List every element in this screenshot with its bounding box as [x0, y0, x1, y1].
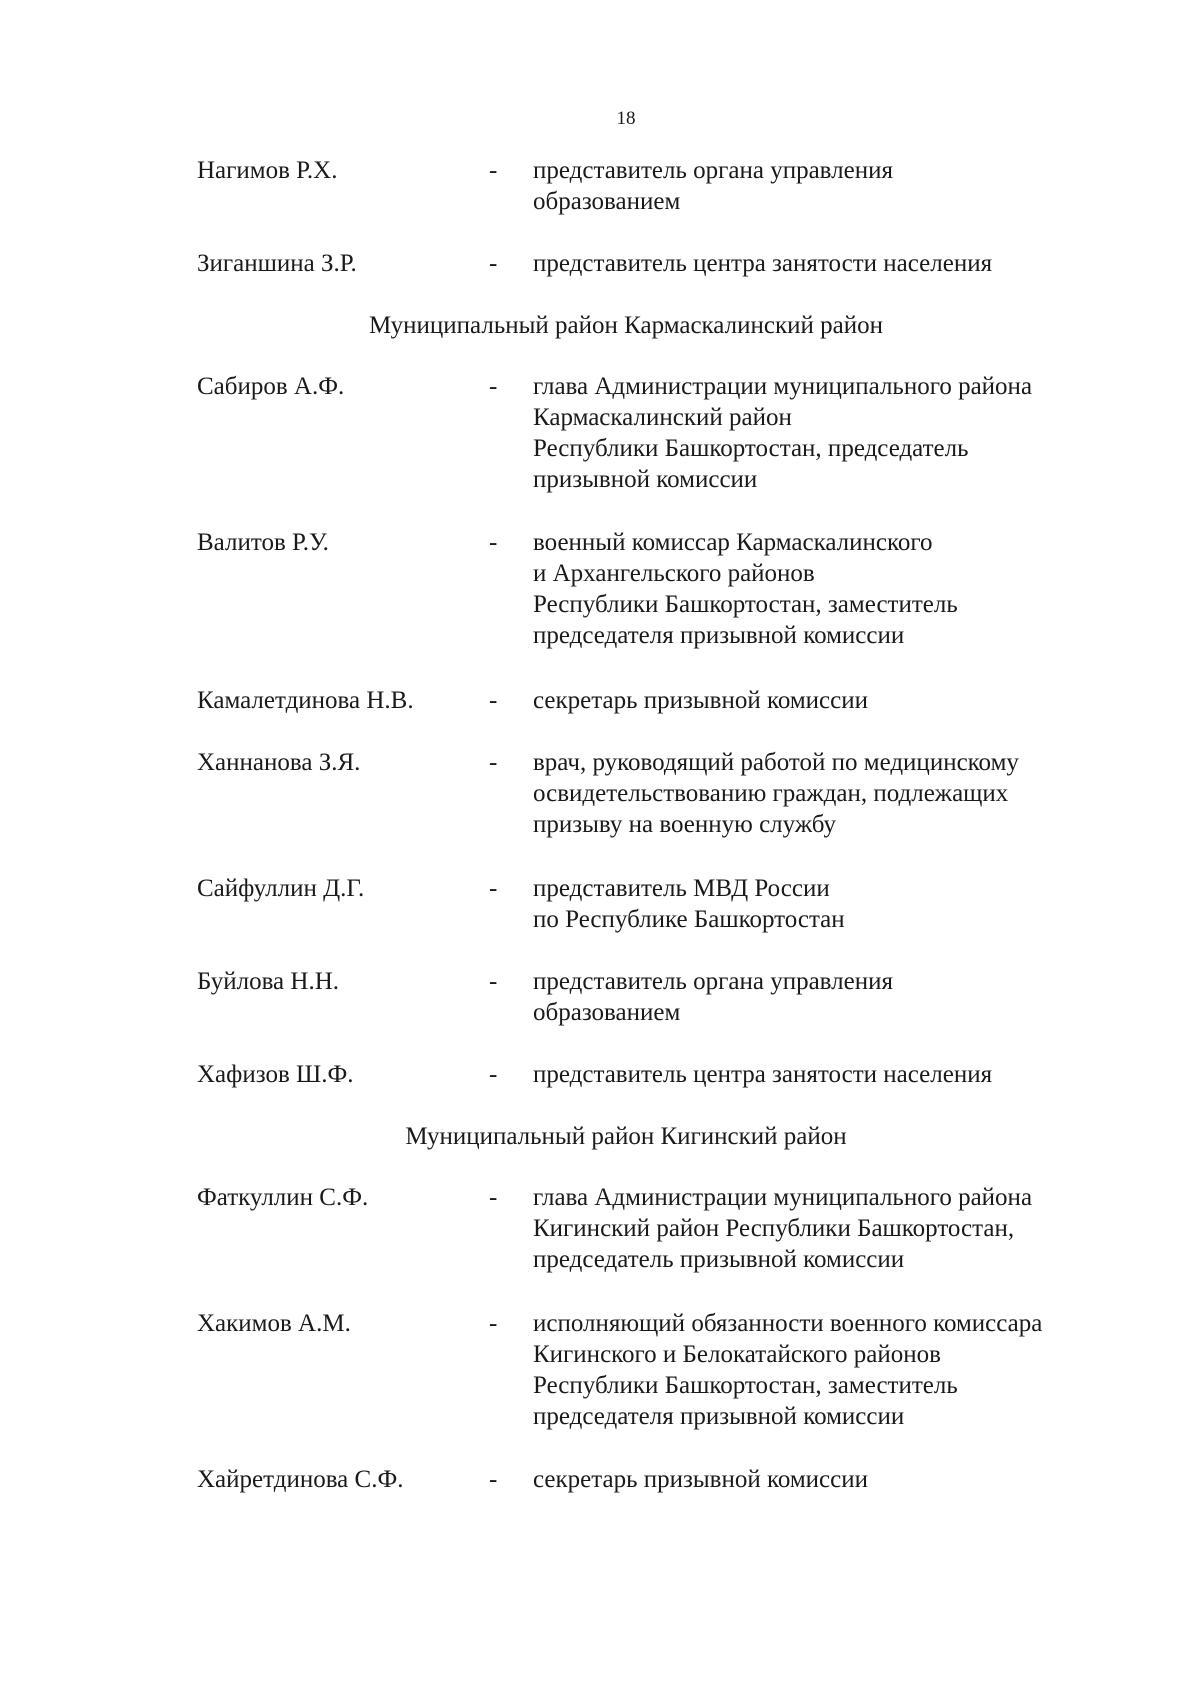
member-role: представитель МВД России по Республике Башкортостан [533, 875, 845, 933]
member-role: представитель органа управления образованием [533, 968, 893, 1026]
member-name: Зиганшина З.Р. [197, 250, 357, 277]
member-name: Фаткуллин С.Ф. [197, 1184, 369, 1211]
member-name: Буйлова Н.Н. [197, 968, 340, 995]
separator-dash: - [489, 875, 498, 902]
member-role: военный комиссар Кармаскалинского и Архангельского районов Республики Башкортостан, заместитель председателя призывной комиссии [533, 529, 958, 649]
member-role: секретарь призывной комиссии [533, 687, 869, 714]
member-name: Сабиров А.Ф. [197, 373, 345, 400]
separator-dash: - [489, 687, 498, 714]
member-name: Ханнанова З.Я. [197, 749, 361, 776]
separator-dash: - [489, 1466, 498, 1493]
member-name: Камалетдинова Н.В. [197, 687, 414, 714]
separator-dash: - [489, 1184, 498, 1211]
separator-dash: - [489, 529, 498, 556]
member-name: Сайфуллин Д.Г. [197, 875, 365, 902]
separator-dash: - [489, 157, 498, 184]
separator-dash: - [489, 968, 498, 995]
member-role: представитель центра занятости населения [533, 1061, 993, 1088]
member-role: глава Администрации муниципального района Кигинский район Республики Башкортостан, председатель призывной комиссии [533, 1184, 1033, 1273]
separator-dash: - [489, 749, 498, 776]
section-heading: Муниципальный район Кигинский район [405, 1123, 847, 1150]
separator-dash: - [489, 250, 498, 277]
member-role: глава Администрации муниципального района Кармаскалинский район Республики Башкортостан, председатель призывной комиссии [533, 373, 1033, 493]
separator-dash: - [489, 373, 498, 400]
page-number: 18 [616, 108, 636, 129]
member-name: Хакимов А.М. [197, 1310, 351, 1337]
member-name: Хайретдинова С.Ф. [197, 1466, 404, 1493]
separator-dash: - [489, 1061, 498, 1088]
member-name: Нагимов Р.Х. [197, 157, 338, 184]
member-name: Валитов Р.У. [197, 529, 329, 556]
member-name: Хафизов Ш.Ф. [197, 1061, 354, 1088]
member-role: исполняющий обязанности военного комиссара Кигинского и Белокатайского районов Республики Башкортостан, заместитель председателя призывной комиссии [533, 1310, 1043, 1430]
member-role: представитель органа управления образованием [533, 157, 893, 215]
member-role: представитель центра занятости населения [533, 250, 993, 277]
section-heading: Муниципальный район Кармаскалинский район [369, 312, 883, 339]
member-role: секретарь призывной комиссии [533, 1466, 869, 1493]
separator-dash: - [489, 1310, 498, 1337]
member-role: врач, руководящий работой по медицинскому освидетельствованию граждан, подлежащих призыву на военную службу [533, 749, 1019, 838]
